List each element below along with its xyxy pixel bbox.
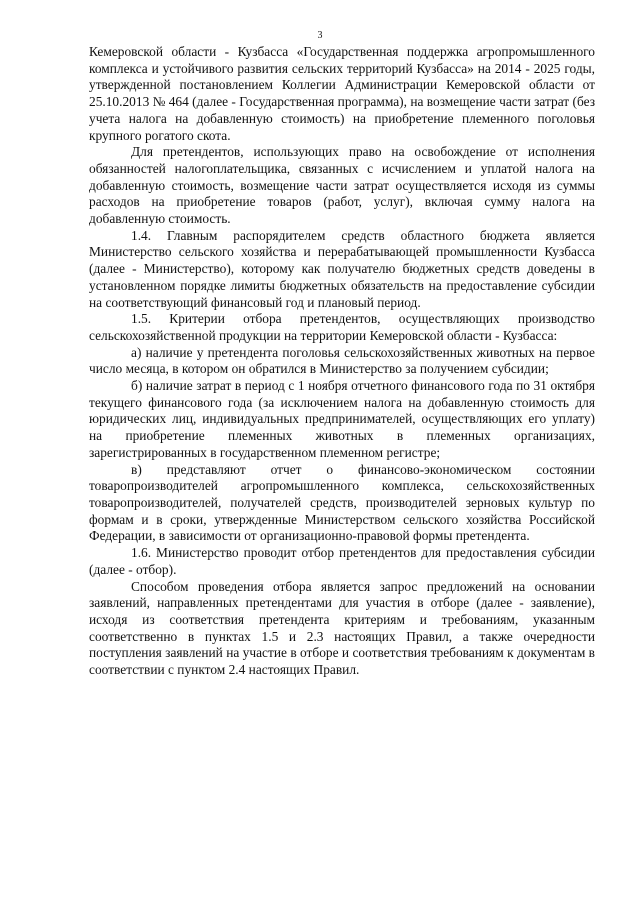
- paragraph-1-4: 1.4. Главным распорядителем средств областного бюджета является Министерство сельского хозяйства и перерабатывающей промышленности Кузбасса (далее - Министерство), которому как получателю бюджетных средств доведены в установленном порядке лимиты бюджетных обязательств на предоставление субсидии на соответствующий финансовый год и плановый период.: [89, 227, 595, 310]
- paragraph-1-5-c: в) представляют отчет о финансово-экономическом состоянии товаропроизводителей агропромышленного комплекса, сельскохозяйственных товаропроизводителей, получателей средств, производителей зерновых культур по формам и в сроки, утвержденные Министерством сельского хозяйства Российской Федерации, в зависимости от организационно-правовой формы претендента.: [89, 461, 595, 544]
- paragraph-continuation: Кемеровской области - Кузбасса «Государственная поддержка агропромышленного комплекса и устойчивого развития сельских территорий Кузбасса» на 2014 - 2025 годы, утвержденной постановлением Коллегии Администрации Кемеровской области от 25.10.2013 № 464 (далее - Государственная программа), на возмещение части затрат (без учета налога на добавленную стоимость) на приобретение племенного поголовья крупного рогатого скота.: [89, 44, 595, 143]
- page-number: 3: [317, 30, 323, 41]
- paragraph-1-6: 1.6. Министерство проводит отбор претендентов для предоставления субсидии (далее - отбор).: [89, 545, 595, 577]
- paragraph-tax-exemption: Для претендентов, использующих право на освобождение от исполнения обязанностей налогоплательщика, связанных с исчислением и уплатой налога на добавленную стоимость, возмещение части затрат осуществляется исходя из суммы расходов на приобретение товаров (работ, услуг), включая сумму налога на добавленную стоимость.: [89, 144, 595, 227]
- paragraph-1-5-a: а) наличие у претендента поголовья сельскохозяйственных животных на первое число месяца, в котором он обратился в Министерство за получением субсидии;: [89, 344, 595, 377]
- paragraph-1-5-b: б) наличие затрат в период с 1 ноября отчетного финансового года по 31 октября текущего финансового года (за исключением налога на добавленную стоимость для юридических лиц, индивидуальных предпринимателей, осуществляющих его уплату) на приобретение племенных животных в племенных организациях, зарегистрированных в государственном племенном регистре;: [89, 378, 595, 460]
- document-body: [89, 44, 595, 679]
- paragraph-1-5: 1.5. Критерии отбора претендентов, осуществляющих производство сельскохозяйственной продукции на территории Кемеровской области - Кузбасса:: [89, 311, 595, 343]
- paragraph-selection-method: Способом проведения отбора является запрос предложений на основании заявлений, направленных претендентами для участия в отборе (далее - заявление), исходя из соответствия претендента критериям и требованиям, указанным соответственно в пунктах 1.5 и 2.3 настоящих Правил, а также очередности поступления заявлений на участие в отборе и соответствия требованиям к документам в соответствии с пунктом 2.4 настоящих Правил.: [89, 578, 595, 678]
